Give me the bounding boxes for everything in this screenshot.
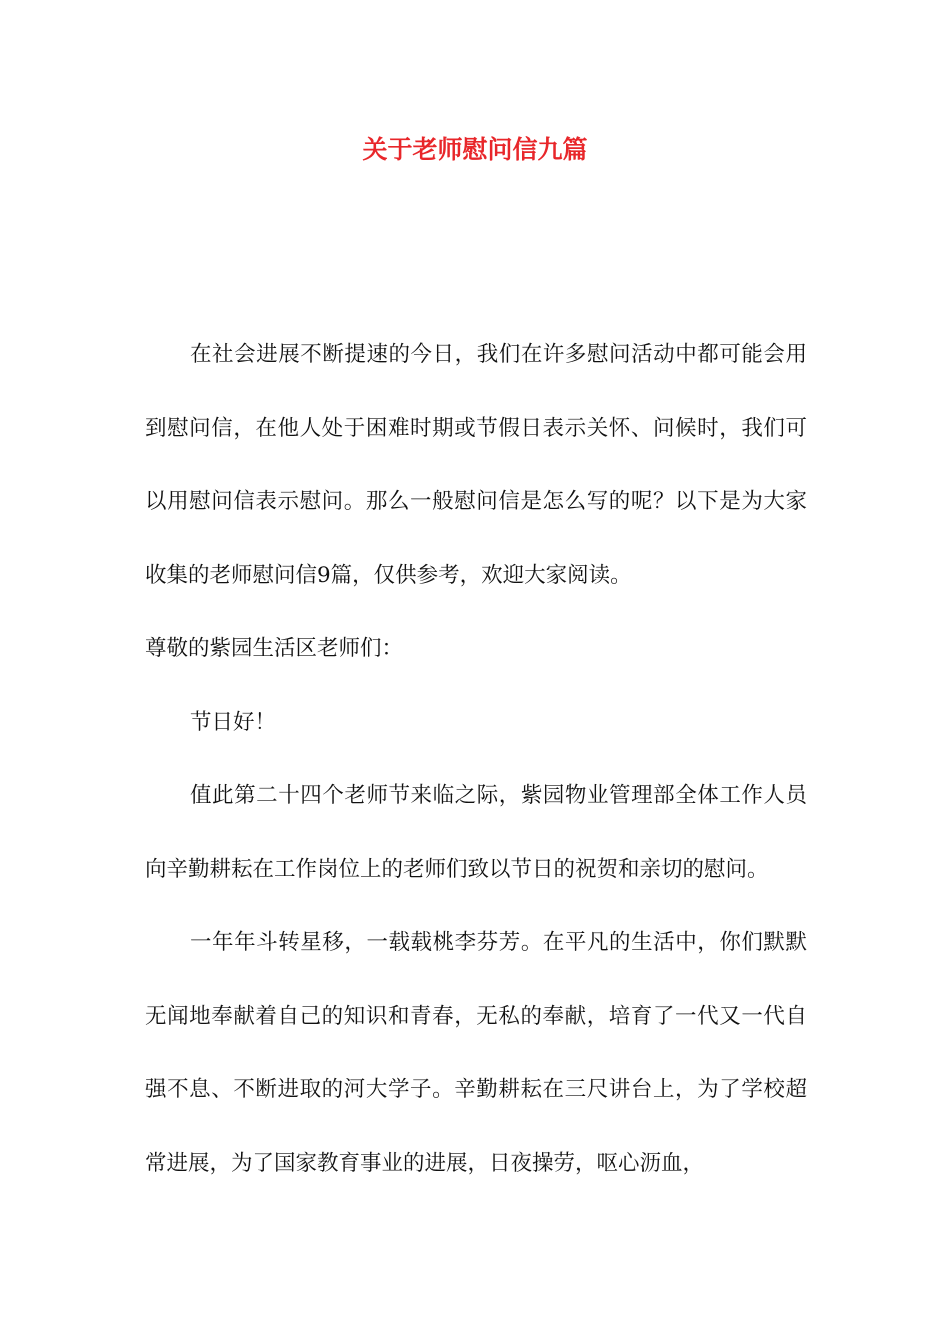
document-title: 关于老师慰问信九篇	[362, 135, 588, 164]
greeting-line: 节日好！	[190, 709, 277, 735]
salutation-line: 尊敬的紫园生活区老师们：	[145, 636, 404, 661]
body-paragraph-1: 值此第二十四个老师节来临之际，紫园物业管理部全体工作人员向辛勤耕耘在工作岗位上的老师们致以节日的祝贺和亲切的慰问。	[145, 783, 807, 882]
body-paragraph-2: 一年年斗转星移，一载载桃李芬芳。在平凡的生活中，你们默默无闻地奉献着自己的知识和青春，无私的奉献，培育了一代又一代自强不息、不断进取的河大学子。辛勤耕耘在三尺讲台上，为了学校超常进展，为了国家教育事业的进展，日夜操劳，呕心沥血，	[145, 930, 807, 1176]
document-body	[145, 318, 807, 1200]
intro-paragraph: 在社会进展不断提速的今日，我们在许多慰问活动中都可能会用到慰问信，在他人处于困难时期或节假日表示关怀、问候时，我们可以用慰问信表示慰问。那么一般慰问信是怎么写的呢？以下是为大家收集的老师慰问信9篇，仅供参考，欢迎大家阅读。	[145, 342, 807, 588]
